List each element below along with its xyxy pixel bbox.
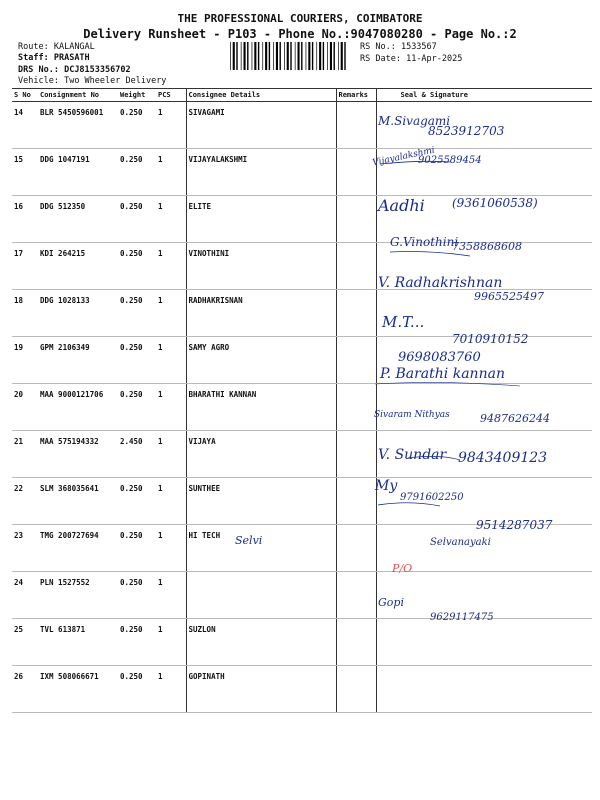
signature-row-21: Sivaram Nithyas (374, 410, 450, 420)
cell-consignee: SIVAGAMI (186, 102, 336, 149)
signature-row-17: G.Vinothini (390, 235, 459, 249)
cell-consignment: SLM 368035641 (38, 478, 118, 525)
cell-pcs: 1 (156, 619, 186, 666)
phone-row-19: 7010910152 (452, 332, 529, 346)
cell-sno: 19 (12, 337, 38, 384)
cell-consignment: DDG 1028133 (38, 290, 118, 337)
pen-stroke (375, 382, 520, 386)
cell-sno: 26 (12, 666, 38, 713)
cell-pcs: 1 (156, 572, 186, 619)
staff-label: Staff: (18, 53, 49, 63)
cell-consignment: DDG 1047191 (38, 149, 118, 196)
route-label: Route: (18, 42, 49, 52)
pen-stroke (390, 252, 470, 257)
cell-consignment: BLR 5450596001 (38, 102, 118, 149)
phone-row-16: (9361060538) (452, 196, 538, 210)
phone-row-26: 9629117475 (430, 612, 494, 623)
cell-weight: 0.250 (118, 384, 156, 431)
cell-sno: 18 (12, 290, 38, 337)
cell-consignment: GPM 2106349 (38, 337, 118, 384)
cell-weight: 0.250 (118, 102, 156, 149)
cell-pcs: 1 (156, 525, 186, 572)
cell-consignment: TMG 200727694 (38, 525, 118, 572)
cell-sno: 20 (12, 384, 38, 431)
signature-row-19: M.T... (382, 313, 425, 331)
cell-sno: 24 (12, 572, 38, 619)
cell-pcs: 1 (156, 337, 186, 384)
cell-sno: 25 (12, 619, 38, 666)
cell-sno: 17 (12, 243, 38, 290)
phone-row-18: 9965525497 (474, 290, 544, 303)
cell-consignee: RADHAKRISNAN (186, 290, 336, 337)
phone-row-23: 9791602250 (400, 492, 464, 503)
rs-no-label: RS No.: (360, 42, 396, 52)
col-header-weight: Weight (118, 89, 156, 102)
cell-sno: 16 (12, 196, 38, 243)
cell-consignment: KDI 264215 (38, 243, 118, 290)
signature-row-16: Aadhi (378, 196, 425, 215)
cell-weight: 0.250 (118, 525, 156, 572)
drs-value: DCJ8153356702 (64, 65, 131, 75)
cell-pcs: 1 (156, 478, 186, 525)
cell-consignee: SAMY AGRO (186, 337, 336, 384)
drs-label: DRS No.: (18, 65, 59, 75)
cell-consignment: DDG 512350 (38, 196, 118, 243)
route-value: KALANGAL (53, 42, 95, 52)
cell-pcs: 1 (156, 384, 186, 431)
cell-consignment: PLN 1527552 (38, 572, 118, 619)
phone-row-21: 9487626244 (480, 412, 550, 425)
col-header-consignee: Consignee Details (186, 89, 336, 102)
cell-consignee: SUNTHEE (186, 478, 336, 525)
rs-date-label: RS Date: (360, 54, 401, 64)
cell-weight: 2.450 (118, 431, 156, 478)
phone-row-24: 9514287037 (476, 518, 553, 532)
cell-pcs: 1 (156, 431, 186, 478)
signature-row-26: Gopi (378, 596, 404, 609)
pen-stroke (378, 503, 440, 506)
signature-row-22: V. Sundar (378, 447, 447, 463)
cell-pcs: 1 (156, 243, 186, 290)
col-header-remarks: Remarks (336, 89, 376, 102)
note-row-24: Selvi (235, 534, 263, 547)
pen-stroke (380, 161, 450, 164)
cell-consignee: VINOTHINI (186, 243, 336, 290)
cell-weight: 0.250 (118, 196, 156, 243)
cell-consignment: MAA 575194332 (38, 431, 118, 478)
cell-sno: 14 (12, 102, 38, 149)
col-header-pcs: PCS (156, 89, 186, 102)
col-header-sno: S No (12, 89, 38, 102)
rs-no-value: 1533567 (400, 42, 437, 52)
cell-sno: 15 (12, 149, 38, 196)
phone-row-14: 8523912703 (428, 124, 505, 138)
cell-pcs: 1 (156, 149, 186, 196)
phone-row-22: 9843409123 (458, 450, 548, 466)
cell-pcs: 1 (156, 666, 186, 713)
cell-consignee: GOPINATH (186, 666, 336, 713)
cell-pcs: 1 (156, 196, 186, 243)
phone-row-17: 7358868608 (452, 240, 522, 253)
signature-row-23: My (375, 478, 398, 494)
cell-weight: 0.250 (118, 337, 156, 384)
signature-row-18: V. Radhakrishnan (378, 275, 503, 291)
cell-consignee: ELITE (186, 196, 336, 243)
cell-consignment: IXM 508066671 (38, 666, 118, 713)
cell-consignee: HI TECH (186, 525, 336, 572)
rs-date-value: 11-Apr-2025 (406, 54, 463, 64)
cell-weight: 0.250 (118, 666, 156, 713)
staff-value: PRASATH (53, 53, 90, 63)
stamp-row-25: P/O (392, 562, 413, 575)
cell-pcs: 1 (156, 290, 186, 337)
vehicle-label: Vehicle: (18, 76, 59, 86)
cell-pcs: 1 (156, 102, 186, 149)
col-header-signature: Seal & Signature (376, 89, 592, 102)
cell-weight: 0.250 (118, 572, 156, 619)
cell-consignee: SUZLON (186, 619, 336, 666)
cell-weight: 0.250 (118, 149, 156, 196)
document-subtitle: Delivery Runsheet - P103 - Phone No.:9047080280 - Page No.:2 (83, 27, 517, 41)
phone-row-15: 9025589454 (418, 155, 482, 166)
cell-weight: 0.250 (118, 290, 156, 337)
signature-row-24: Selvanayaki (430, 537, 491, 548)
phone-row-20: 9698083760 (398, 350, 481, 365)
cell-weight: 0.250 (118, 478, 156, 525)
cell-weight: 0.250 (118, 619, 156, 666)
cell-sno: 22 (12, 478, 38, 525)
cell-consignment: MAA 9000121706 (38, 384, 118, 431)
signature-row-14: M.Sivagami (378, 114, 451, 128)
cell-consignee: VIJAYALAKSHMI (186, 149, 336, 196)
pen-stroke (408, 456, 460, 460)
cell-sno: 23 (12, 525, 38, 572)
signature-row-20: P. Barathi kannan (380, 366, 505, 382)
vehicle-value: Two Wheeler Delivery (64, 76, 167, 86)
signature-row-15: Vijayalakshmi (371, 145, 436, 169)
col-header-consignment: Consignment No (38, 89, 118, 102)
cell-consignee: VIJAYA (186, 431, 336, 478)
cell-consignee: BHARATHI KANNAN (186, 384, 336, 431)
cell-weight: 0.250 (118, 243, 156, 290)
cell-sno: 21 (12, 431, 38, 478)
document-title: THE PROFESSIONAL COURIERS, COIMBATORE (177, 12, 423, 25)
cell-consignment: TVL 613871 (38, 619, 118, 666)
